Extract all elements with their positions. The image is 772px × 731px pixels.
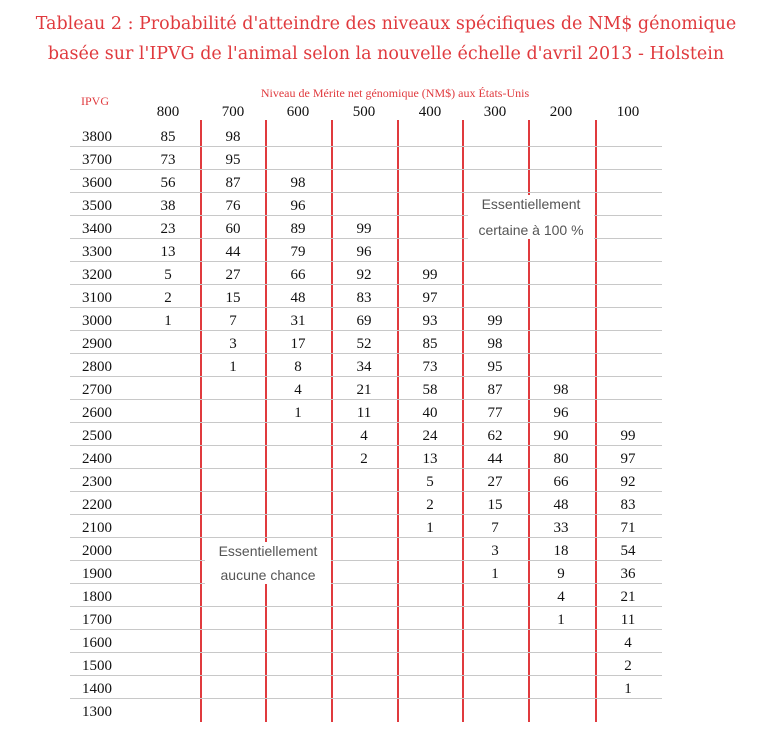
table-cell: 62: [487, 428, 503, 444]
table-cell: 87: [225, 175, 241, 191]
table-cell: 58: [422, 382, 438, 398]
table-cell: 90: [553, 428, 569, 444]
table-cell: 48: [553, 497, 569, 513]
table-cell: 36: [620, 566, 636, 582]
table-cell: 76: [225, 198, 241, 214]
table-cell: 21: [620, 589, 636, 605]
row-divider: [70, 422, 662, 423]
row-label-ipvg: 2300: [82, 474, 112, 490]
table-cell: 96: [290, 198, 306, 214]
table-cell: 52: [356, 336, 372, 352]
note-none-line-2: aucune chance: [220, 567, 316, 583]
table-cell: 1: [294, 405, 302, 421]
table-cell: 15: [487, 497, 503, 513]
table-cell: 33: [553, 520, 569, 536]
table-cell: 98: [553, 382, 569, 398]
row-divider: [70, 399, 662, 400]
table-cell: 11: [356, 405, 372, 421]
column-header-200: 200: [549, 104, 573, 120]
row-divider: [70, 583, 662, 584]
table-cell: 5: [164, 267, 172, 283]
row-divider: [70, 675, 662, 676]
row-divider: [70, 560, 662, 561]
row-label-ipvg: 3100: [82, 290, 112, 306]
column-divider: [595, 120, 597, 722]
table-cell: 96: [553, 405, 569, 421]
row-label-ipvg: 2900: [82, 336, 112, 352]
table-cell: 1: [229, 359, 237, 375]
table-cell: 17: [290, 336, 306, 352]
table-cell: 27: [225, 267, 241, 283]
table-cell: 98: [487, 336, 503, 352]
table-title-line-2: basée sur l'IPVG de l'animal selon la nouvelle échelle d'avril 2013 - Holstein: [47, 44, 725, 64]
table-cell: 11: [620, 612, 636, 628]
table-cell: 48: [290, 290, 306, 306]
table-cell: 73: [422, 359, 438, 375]
table-cell: 80: [553, 451, 569, 467]
table-cell: 1: [491, 566, 499, 582]
table-cell: 1: [426, 520, 434, 536]
row-divider: [70, 146, 662, 147]
table-cell: 40: [422, 405, 438, 421]
table-cell: 85: [160, 129, 176, 145]
row-label-ipvg: 1800: [82, 589, 112, 605]
row-label-ipvg: 1700: [82, 612, 112, 628]
row-divider: [70, 284, 662, 285]
column-header-500: 500: [352, 104, 376, 120]
table-cell: 69: [356, 313, 372, 329]
table-cell: 99: [356, 221, 372, 237]
column-header-700: 700: [221, 104, 245, 120]
note-none-line-1: Essentiellement: [218, 543, 318, 559]
row-label-ipvg: 3600: [82, 175, 112, 191]
row-label-ipvg: 2200: [82, 497, 112, 513]
table-cell: 95: [487, 359, 503, 375]
table-cell: 38: [160, 198, 176, 214]
table-cell: 98: [225, 129, 241, 145]
table-cell: 92: [620, 474, 636, 490]
table-cell: 44: [225, 244, 241, 260]
table-cell: 95: [225, 152, 241, 168]
table-cell: 7: [229, 313, 237, 329]
column-group-header: Niveau de Mérite net génomique (NM$) aux États-Unis: [260, 86, 530, 100]
table-cell: 13: [160, 244, 176, 260]
row-divider: [70, 514, 662, 515]
table-cell: 3: [491, 543, 499, 559]
table-cell: 9: [557, 566, 565, 582]
table-cell: 66: [553, 474, 569, 490]
table-cell: 3: [229, 336, 237, 352]
row-label-ipvg: 2000: [82, 543, 112, 559]
table-cell: 18: [553, 543, 569, 559]
note-certain: [468, 195, 594, 239]
table-cell: 23: [160, 221, 176, 237]
table-cell: 97: [422, 290, 438, 306]
row-label-ipvg: 3500: [82, 198, 112, 214]
table-cell: 4: [360, 428, 368, 444]
row-label-ipvg: 3400: [82, 221, 112, 237]
table-cell: 13: [422, 451, 438, 467]
row-label-ipvg: 3200: [82, 267, 112, 283]
table-cell: 77: [487, 405, 503, 421]
row-label-ipvg: 1600: [82, 635, 112, 651]
row-header-ipvg: IPVG: [81, 94, 110, 108]
table-cell: 15: [225, 290, 241, 306]
row-divider: [70, 445, 662, 446]
table-cell: 2: [360, 451, 368, 467]
table-cell: 98: [290, 175, 306, 191]
table-cell: 96: [356, 244, 372, 260]
row-label-ipvg: 1900: [82, 566, 112, 582]
row-divider: [70, 353, 662, 354]
row-label-ipvg: 3300: [82, 244, 112, 260]
row-label-ipvg: 2100: [82, 520, 112, 536]
row-label-ipvg: 1400: [82, 681, 112, 697]
column-header-300: 300: [483, 104, 507, 120]
table-cell: 1: [557, 612, 565, 628]
table-cell: 4: [557, 589, 565, 605]
row-divider: [70, 698, 662, 699]
table-cell: 21: [356, 382, 372, 398]
table-cell: 34: [356, 359, 372, 375]
table-cell: 4: [624, 635, 632, 651]
table-cell: 92: [356, 267, 372, 283]
row-label-ipvg: 2400: [82, 451, 112, 467]
column-header-400: 400: [418, 104, 442, 120]
note-certain-line-2: certaine à 100 %: [478, 222, 584, 238]
table-cell: 99: [487, 313, 503, 329]
table-cell: 73: [160, 152, 176, 168]
column-header-100: 100: [616, 104, 640, 120]
table-cell: 1: [624, 681, 632, 697]
row-divider: [70, 468, 662, 469]
row-label-ipvg: 1500: [82, 658, 112, 674]
row-divider: [70, 169, 662, 170]
table-cell: 44: [487, 451, 503, 467]
row-divider: [70, 629, 662, 630]
row-label-ipvg: 1300: [82, 704, 112, 720]
row-divider: [70, 491, 662, 492]
table-cell: 24: [422, 428, 438, 444]
table-cell: 2: [164, 290, 172, 306]
row-label-ipvg: 3000: [82, 313, 112, 329]
table-cell: 99: [620, 428, 636, 444]
row-divider: [70, 192, 662, 193]
table-cell: 31: [290, 313, 306, 329]
table-cell: 66: [290, 267, 306, 283]
table-cell: 71: [620, 520, 636, 536]
table-cell: 8: [294, 359, 302, 375]
row-divider: [70, 261, 662, 262]
row-label-ipvg: 2500: [82, 428, 112, 444]
table-cell: 83: [356, 290, 372, 306]
row-divider: [70, 376, 662, 377]
row-divider: [70, 606, 662, 607]
row-divider: [70, 652, 662, 653]
row-label-ipvg: 2800: [82, 359, 112, 375]
column-header-800: 800: [156, 104, 180, 120]
table-cell: 56: [160, 175, 176, 191]
table-cell: 99: [422, 267, 438, 283]
table-cell: 79: [290, 244, 306, 260]
row-divider: [70, 537, 662, 538]
note-certain-line-1: Essentiellement: [481, 196, 581, 212]
row-label-ipvg: 2700: [82, 382, 112, 398]
note-none: [205, 542, 331, 584]
table-cell: 54: [620, 543, 636, 559]
table-cell: 93: [422, 313, 438, 329]
row-divider: [70, 330, 662, 331]
table-cell: 1: [164, 313, 172, 329]
table-cell: 85: [422, 336, 438, 352]
table-cell: 2: [426, 497, 434, 513]
row-label-ipvg: 2600: [82, 405, 112, 421]
row-label-ipvg: 3800: [82, 129, 112, 145]
table-cell: 83: [620, 497, 636, 513]
table-cell: 7: [491, 520, 499, 536]
table-cell: 60: [225, 221, 241, 237]
table-cell: 2: [624, 658, 632, 674]
table-cell: 87: [487, 382, 503, 398]
table-cell: 97: [620, 451, 636, 467]
table-cell: 89: [290, 221, 306, 237]
table-cell: 5: [426, 474, 434, 490]
column-header-600: 600: [286, 104, 310, 120]
row-label-ipvg: 3700: [82, 152, 112, 168]
row-divider: [70, 307, 662, 308]
table-title-line-1: Tableau 2 : Probabilité d'atteindre des niveaux spécifiques de NM$ génomique: [35, 14, 737, 34]
table-cell: 4: [294, 382, 302, 398]
table-cell: 27: [487, 474, 503, 490]
